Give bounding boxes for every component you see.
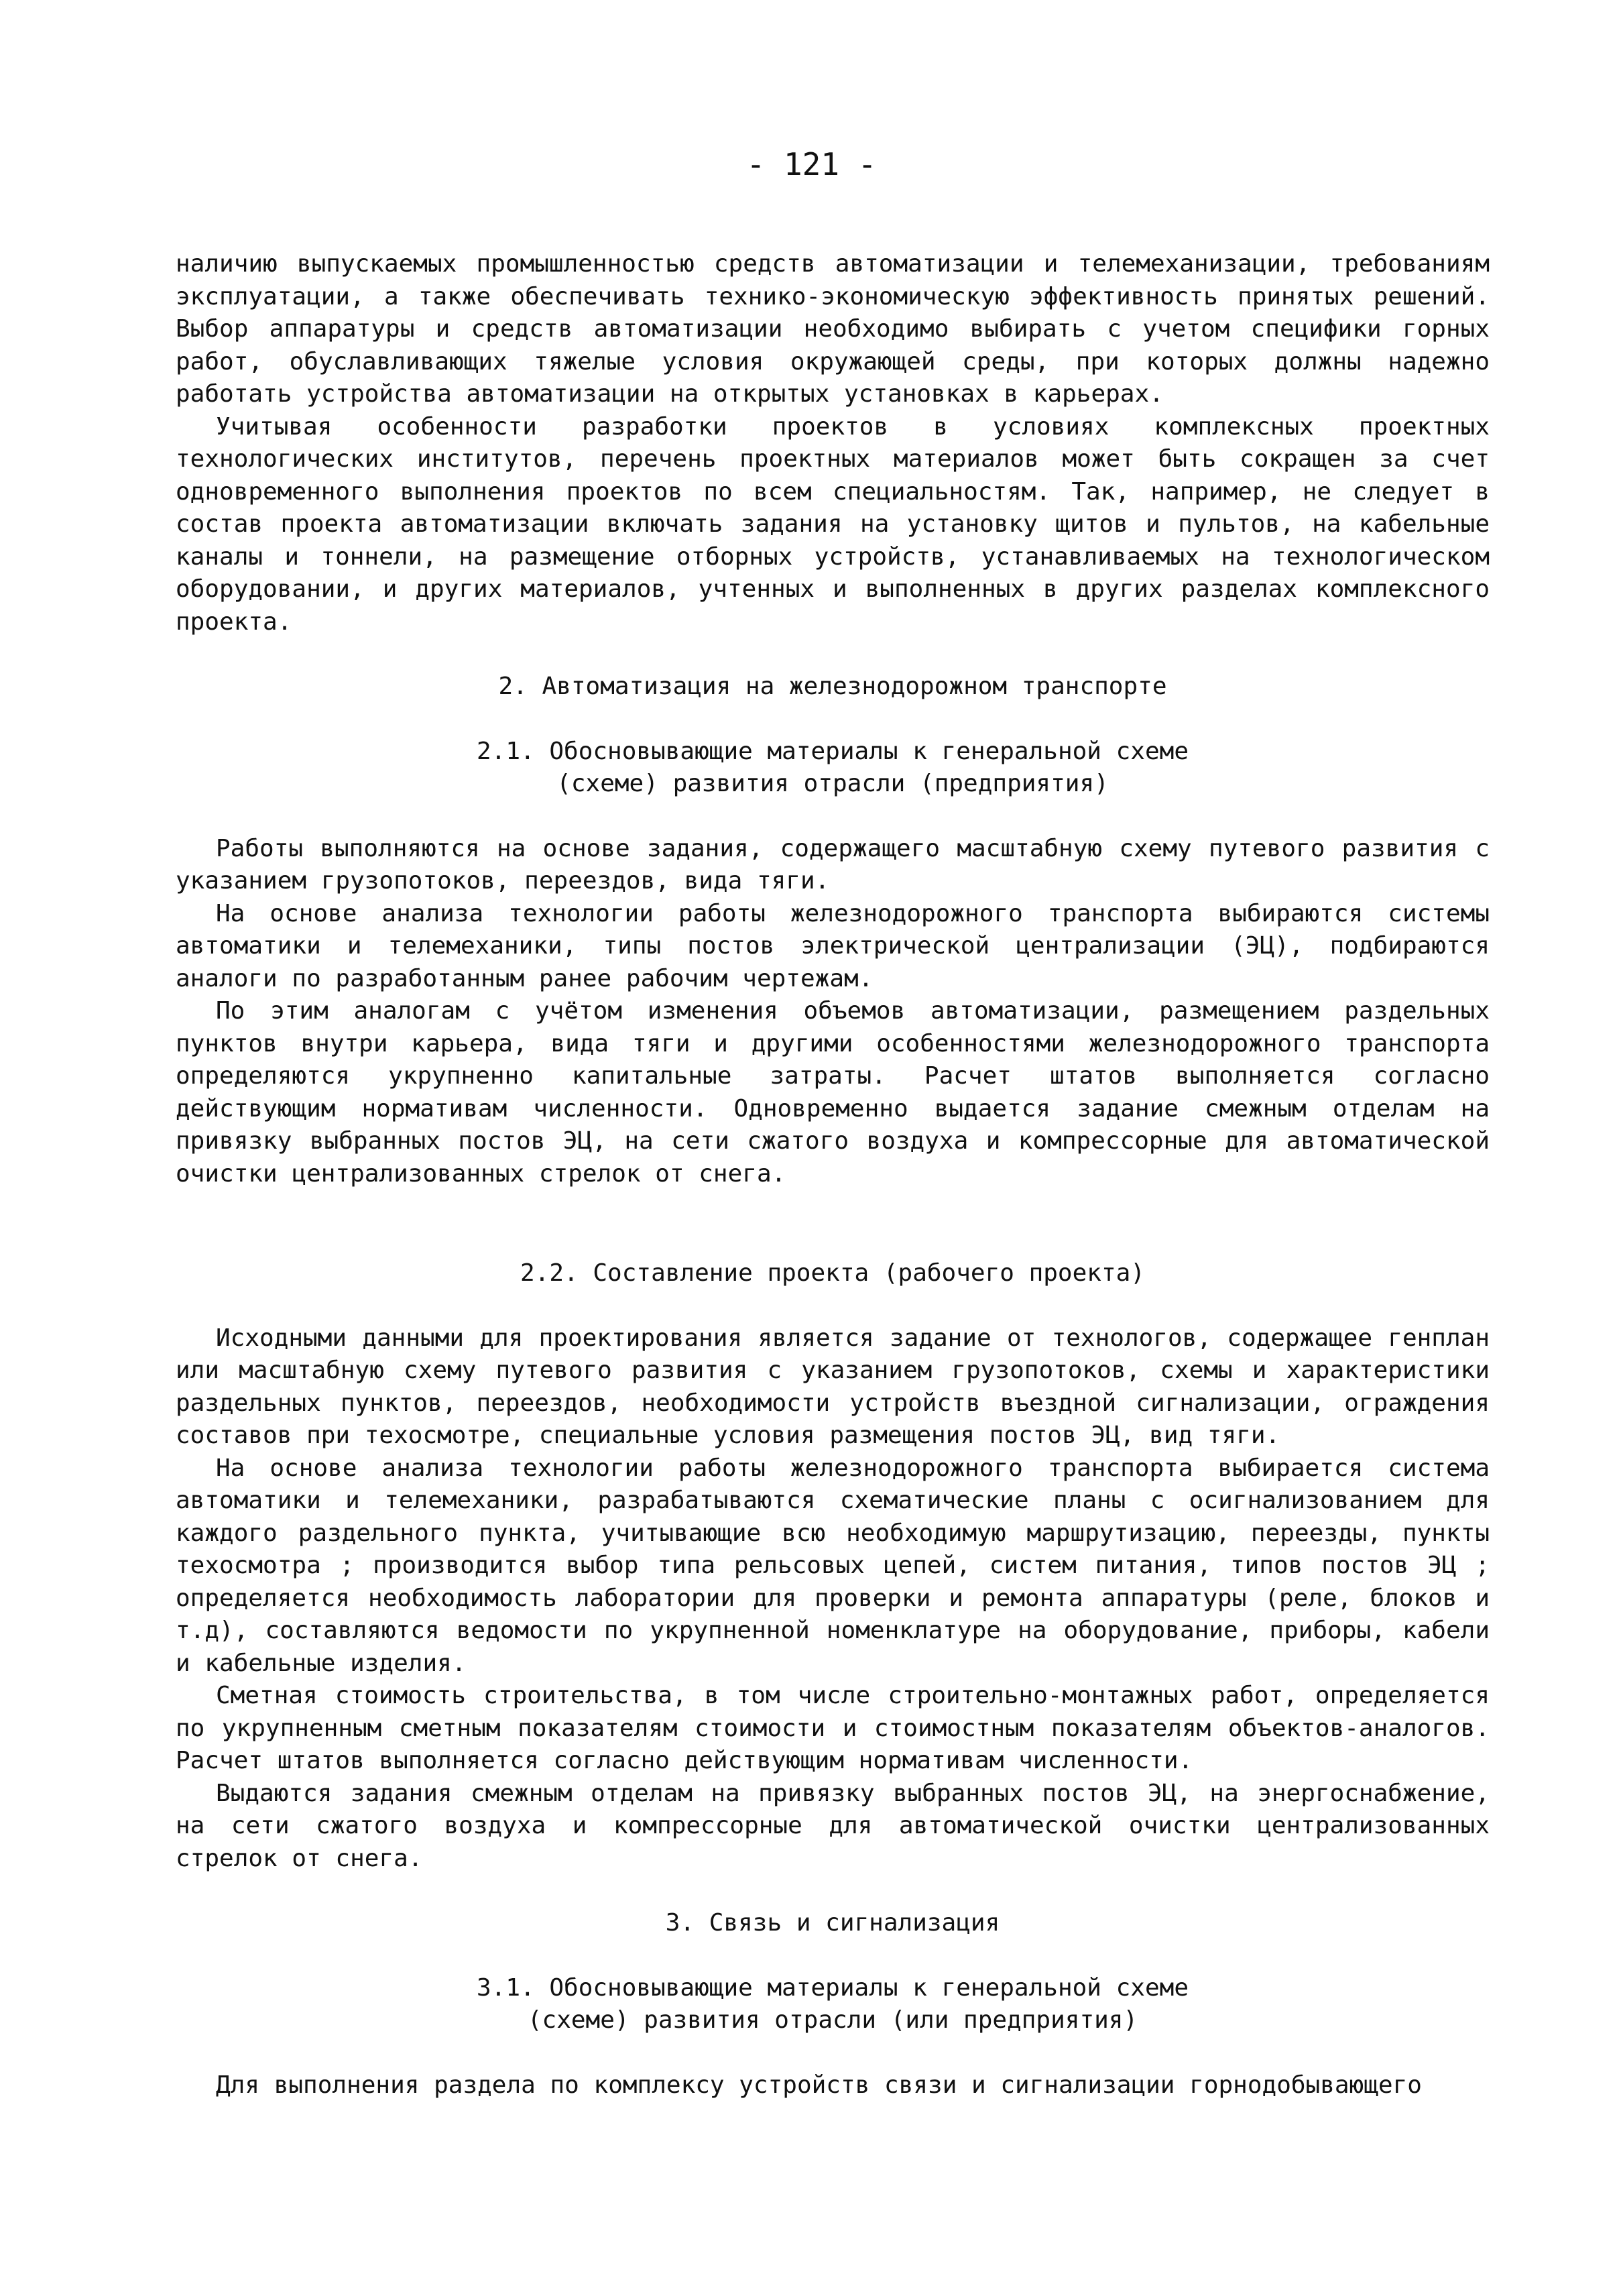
page-content bbox=[176, 248, 1490, 2102]
page-number: - 121 - bbox=[746, 146, 877, 182]
section-heading: 3. Связь и сигнализация bbox=[665, 1909, 1000, 1937]
paragraph: Работы выполняются на основе задания, содержащего масштабную схему путевого развития с указанием грузопотоков, переездов, вида тяги. bbox=[176, 834, 1490, 895]
subsection-heading-line: 3.1. Обосновывающие материалы к генеральной схеме bbox=[476, 1973, 1189, 2002]
paragraph: Сметная стоимость строительства, в том числе строительно-монтажных работ, определяется по укрупненным сметным показателям стоимости и стоимостным показателям объектов-аналогов. Расчет штатов выполняется согласно действующим нормативам численности. bbox=[176, 1682, 1490, 1774]
subsection-heading-line: (схеме) развития отрасли (или предприятия) bbox=[527, 2006, 1138, 2034]
paragraph: Исходными данными для проектирования является задание от технологов, содержащее генплан или масштабную схему путевого развития с указанием грузопотоков, схемы и характеристики раздельных пунктов, переездов, необходимости устройств въездной сигнализации, ограждения составов при техосмотре, специальные условия размещения постов ЭЦ, вид тяги. bbox=[176, 1324, 1490, 1449]
paragraph: Для выполнения раздела по комплексу устройств связи и сигнализации горнодобывающего bbox=[216, 2071, 1422, 2099]
subsection-heading: 2.2. Составление проекта (рабочего проекта) bbox=[520, 1259, 1145, 1287]
paragraph: На основе анализа технологии работы железнодорожного транспорта выбираются системы автоматики и телемеханики, типы постов электрической централизации (ЭЦ), подбираются аналоги по разработанным ранее рабочим чертежам. bbox=[176, 899, 1490, 992]
paragraph: По этим аналогам с учётом изменения объемов автоматизации, размещением раздельных пунктов внутри карьера, вида тяги и другими особенностями железнодорожного транспорта определяются укрупненно капитальные затраты. Расчет штатов выполняется согласно действующим нормативам численности. Одновременно выдается задание смежным отделам на привязку выбранных постов ЭЦ, на сети сжатого воздуха и компрессорные для автоматической очистки централизованных стрелок от снега. bbox=[176, 997, 1490, 1188]
paragraph: Учитывая особенности разработки проектов в условиях комплексных проектных технологических институтов, перечень проектных материалов может быть сокращен за счет одновременного выполнения проектов по всем специальностям. Так, например, не следует в состав проекта автоматизации включать задания на установку щитов и пультов, на кабельные каналы и тоннели, на размещение отборных устройств, устанавливаемых на технологическом оборудовании, и других материалов, учтенных и выполненных в других разделах комплексного проекта. bbox=[176, 412, 1490, 636]
section-heading: 2. Автоматизация на железнодорожном транспорте bbox=[498, 673, 1167, 700]
paragraph: Выдаются задания смежным отделам на привязку выбранных постов ЭЦ, на энергоснабжение, на сети сжатого воздуха и компрессорные для автоматической очистки централизованных стрелок от снега. bbox=[176, 1779, 1490, 1872]
paragraph: наличию выпускаемых промышленностью средств автоматизации и телемеханизации, требованиям эксплуатации, а также обеспечивать технико-экономическую эффективность принятых решений. Выбор аппаратуры и средств автоматизации необходимо выбирать с учетом специфики горных работ, обуславливающих тяжелые условия окружающей среды, при которых должны надежно работать устройства автоматизации на открытых установках в карьерах. bbox=[176, 250, 1490, 408]
subsection-heading-line: (схеме) развития отрасли (предприятия) bbox=[556, 770, 1109, 797]
subsection-heading-line: 2.1. Обосновывающие материалы к генеральной схеме bbox=[476, 737, 1189, 765]
paragraph: На основе анализа технологии работы железнодорожного транспорта выбирается система автоматики и телемеханики, разрабатываются схематические планы с осигнализованием для каждого раздельного пункта, учитывающие всю необходимую маршрутизацию, переезды, пункты техосмотра ; производится выбор типа рельсовых цепей, систем питания, типов постов ЭЦ ; определяется необходимость лаборатории для проверки и ремонта аппаратуры (реле, блоков и т.д), составляются ведомости по укрупненной номенклатуре на оборудование, приборы, кабели и кабельные изделия. bbox=[176, 1454, 1490, 1677]
subsection-heading bbox=[176, 1972, 1490, 2037]
subsection-heading bbox=[176, 736, 1490, 801]
